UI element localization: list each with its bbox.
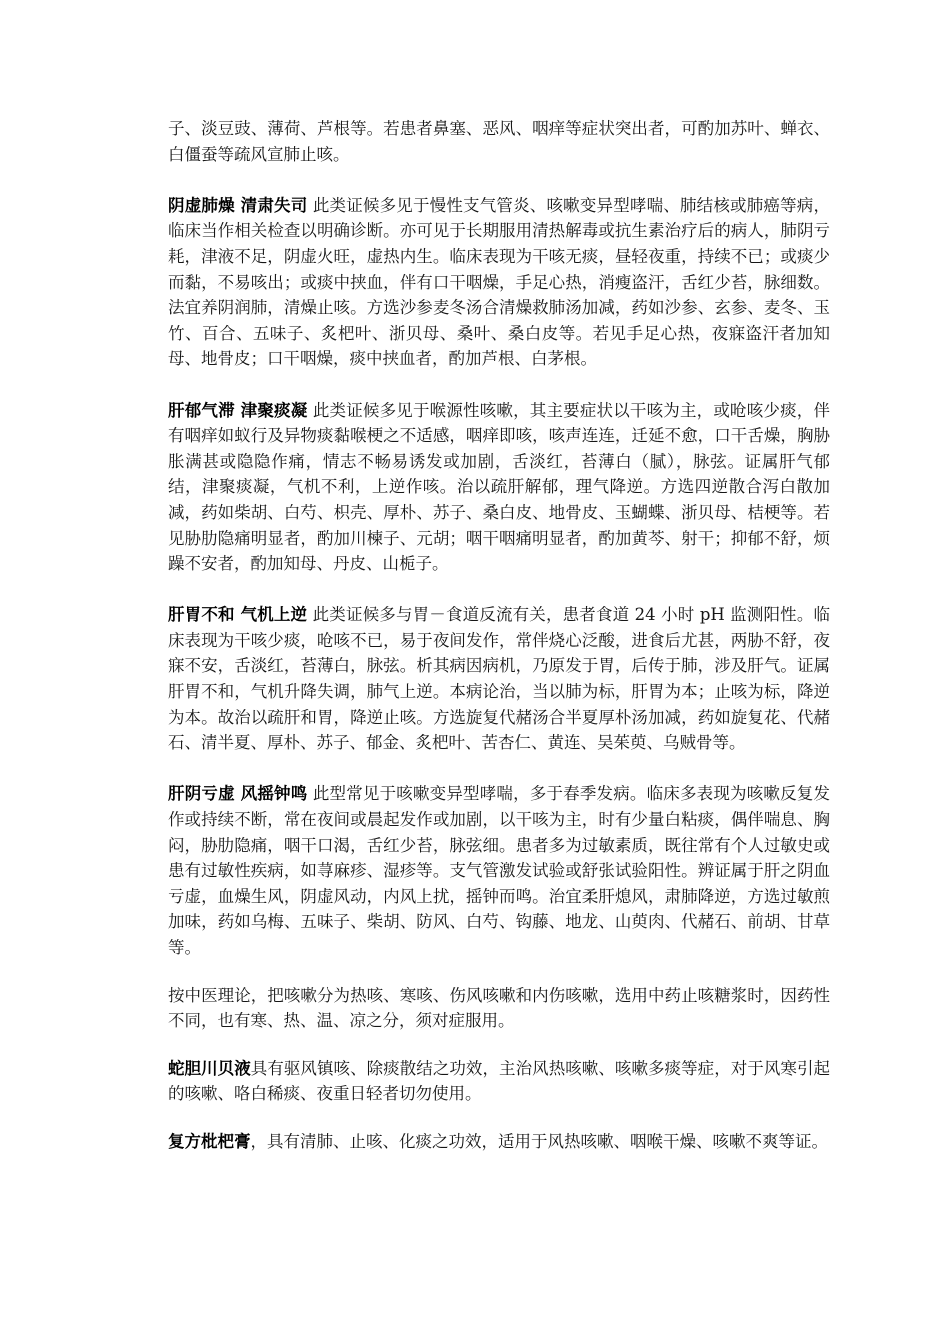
paragraph-text: 此类证候多见于喉源性咳嗽，其主要症状以干咳为主，或呛咳少痰，伴有咽痒如蚁行及异物痰黏喉梗之不适感，咽痒即咳，咳声连连，迁延不愈，口干舌燥，胸胁胀满甚或隐隐作痛，情志不畅易诱发或加剧，舌淡红，苔薄白（腻），脉弦。证属肝气郁结，津聚痰凝，气机不利，上逆作咳。治以疏肝解郁，理气降逆。方选四逆散合泻白散加减，药如柴胡、白芍、枳壳、厚朴、苏子、桑白皮、地骨皮、玉蝴蝶、浙贝母、桔梗等。若见胁肋隐痛明显者，酌加川楝子、元胡；咽干咽痛明显者，酌加黄芩、射干；抑郁不舒，烦躁不安者，酌加知母、丹皮、山栀子。 — [168, 400, 830, 574]
paragraph-heading: 肝胃不和 气机上逆 — [168, 605, 308, 625]
paragraph-heading: 肝郁气滞 津聚痰凝 — [168, 400, 308, 420]
paragraph-liver-yin-deficiency — [168, 781, 830, 960]
paragraph-yin-deficiency-lung-dryness — [168, 193, 830, 372]
paragraph-text: 按中医理论，把咳嗽分为热咳、寒咳、伤风咳嗽和内伤咳嗽，选用中药止咳糖浆时，因药性不同，也有寒、热、温、凉之分，须对症服用。 — [168, 985, 830, 1031]
paragraph-syrup-overview — [168, 983, 830, 1034]
document-page — [168, 116, 830, 1155]
paragraph-text: 此类证候多见于慢性支气管炎、咳嗽变异型哮喘、肺结核或肺癌等病，临床当作相关检查以明确诊断。亦可见于长期服用清热解毒或抗生素治疗后的病人，肺阴亏耗，津液不足，阴虚火旺，虚热内生。临床表现为干咳无痰，昼轻夜重，持续不已；或痰少而黏，不易咳出；或痰中挟血，伴有口干咽燥，手足心热，消瘦盗汗，舌红少苔，脉细数。法宜养阴润肺，清燥止咳。方选沙参麦冬汤合清燥救肺汤加减，药如沙参、玄参、麦冬、玉竹、百合、五味子、炙杷叶、浙贝母、桑叶、桑白皮等。若见手足心热，夜寐盗汗者加知母、地骨皮；口干咽燥，痰中挟血者，酌加芦根、白茅根。 — [168, 195, 830, 369]
paragraph-continuation — [168, 116, 830, 167]
paragraph-liver-stomach-disharmony — [168, 602, 830, 756]
paragraph-text: 此类证候多与胃－食道反流有关，患者食道 24 小时 pH 监测阳性。临床表现为干咳少痰，呛咳不已，易于夜间发作，常伴烧心泛酸，进食后尤甚，两胁不舒，夜寐不安，舌淡红，苔薄白，脉弦。析其病因病机，乃原发于胃，后传于肺，涉及肝气。证属肝胃不和，气机升降失调，肺气上逆。本病论治，当以肺为标，肝胃为本；止咳为标，降逆为本。故治以疏肝和胃，降逆止咳。方选旋复代赭汤合半夏厚朴汤加减，药如旋复花、代赭石、清半夏、厚朴、苏子、郁金、炙杷叶、苦杏仁、黄连、吴茱萸、乌贼骨等。 — [168, 605, 831, 753]
paragraph-heading: 复方枇杷膏 — [168, 1131, 251, 1151]
paragraph-heading: 阴虚肺燥 清肃失司 — [168, 195, 308, 215]
paragraph-liver-qi-stagnation — [168, 398, 830, 577]
paragraph-loquat-paste — [168, 1129, 830, 1155]
paragraph-heading: 肝阴亏虚 风摇钟鸣 — [168, 784, 308, 804]
paragraph-text: 具有驱风镇咳、除痰散结之功效，主治风热咳嗽、咳嗽多痰等症，对于风寒引起的咳嗽、咯白稀痰、夜重日轻者切勿使用。 — [168, 1058, 831, 1104]
paragraph-text: 子、淡豆豉、薄荷、芦根等。若患者鼻塞、恶风、咽痒等症状突出者，可酌加苏叶、蝉衣、白僵蚕等疏风宣肺止咳。 — [168, 119, 830, 164]
paragraph-text: 此型常见于咳嗽变异型哮喘，多于春季发病。临床多表现为咳嗽反复发作或持续不断，常在夜间或晨起发作或加剧，以干咳为主，时有少量白粘痰，偶伴喘息、胸闷，胁肋隐痛，咽干口渴，舌红少苔，脉弦细。患者多为过敏素质，既往常有个人过敏史或患有过敏性疾病，如荨麻疹、湿疹等。支气管激发试验或舒张试验阳性。辨证属于肝之阴血亏虚，血燥生风，阴虚风动，内风上扰，摇钟而鸣。治宜柔肝熄风，肃肺降逆，方选过敏煎加味，药如乌梅、五味子、柴胡、防风、白芍、钩藤、地龙、山萸肉、代赭石、前胡、甘草等。 — [168, 784, 830, 957]
paragraph-heading: 蛇胆川贝液 — [168, 1058, 251, 1078]
paragraph-text: ，具有清肺、止咳、化痰之功效，适用于风热咳嗽、咽喉干燥、咳嗽不爽等证。 — [250, 1131, 828, 1151]
paragraph-snake-bile-fritillary — [168, 1056, 830, 1107]
